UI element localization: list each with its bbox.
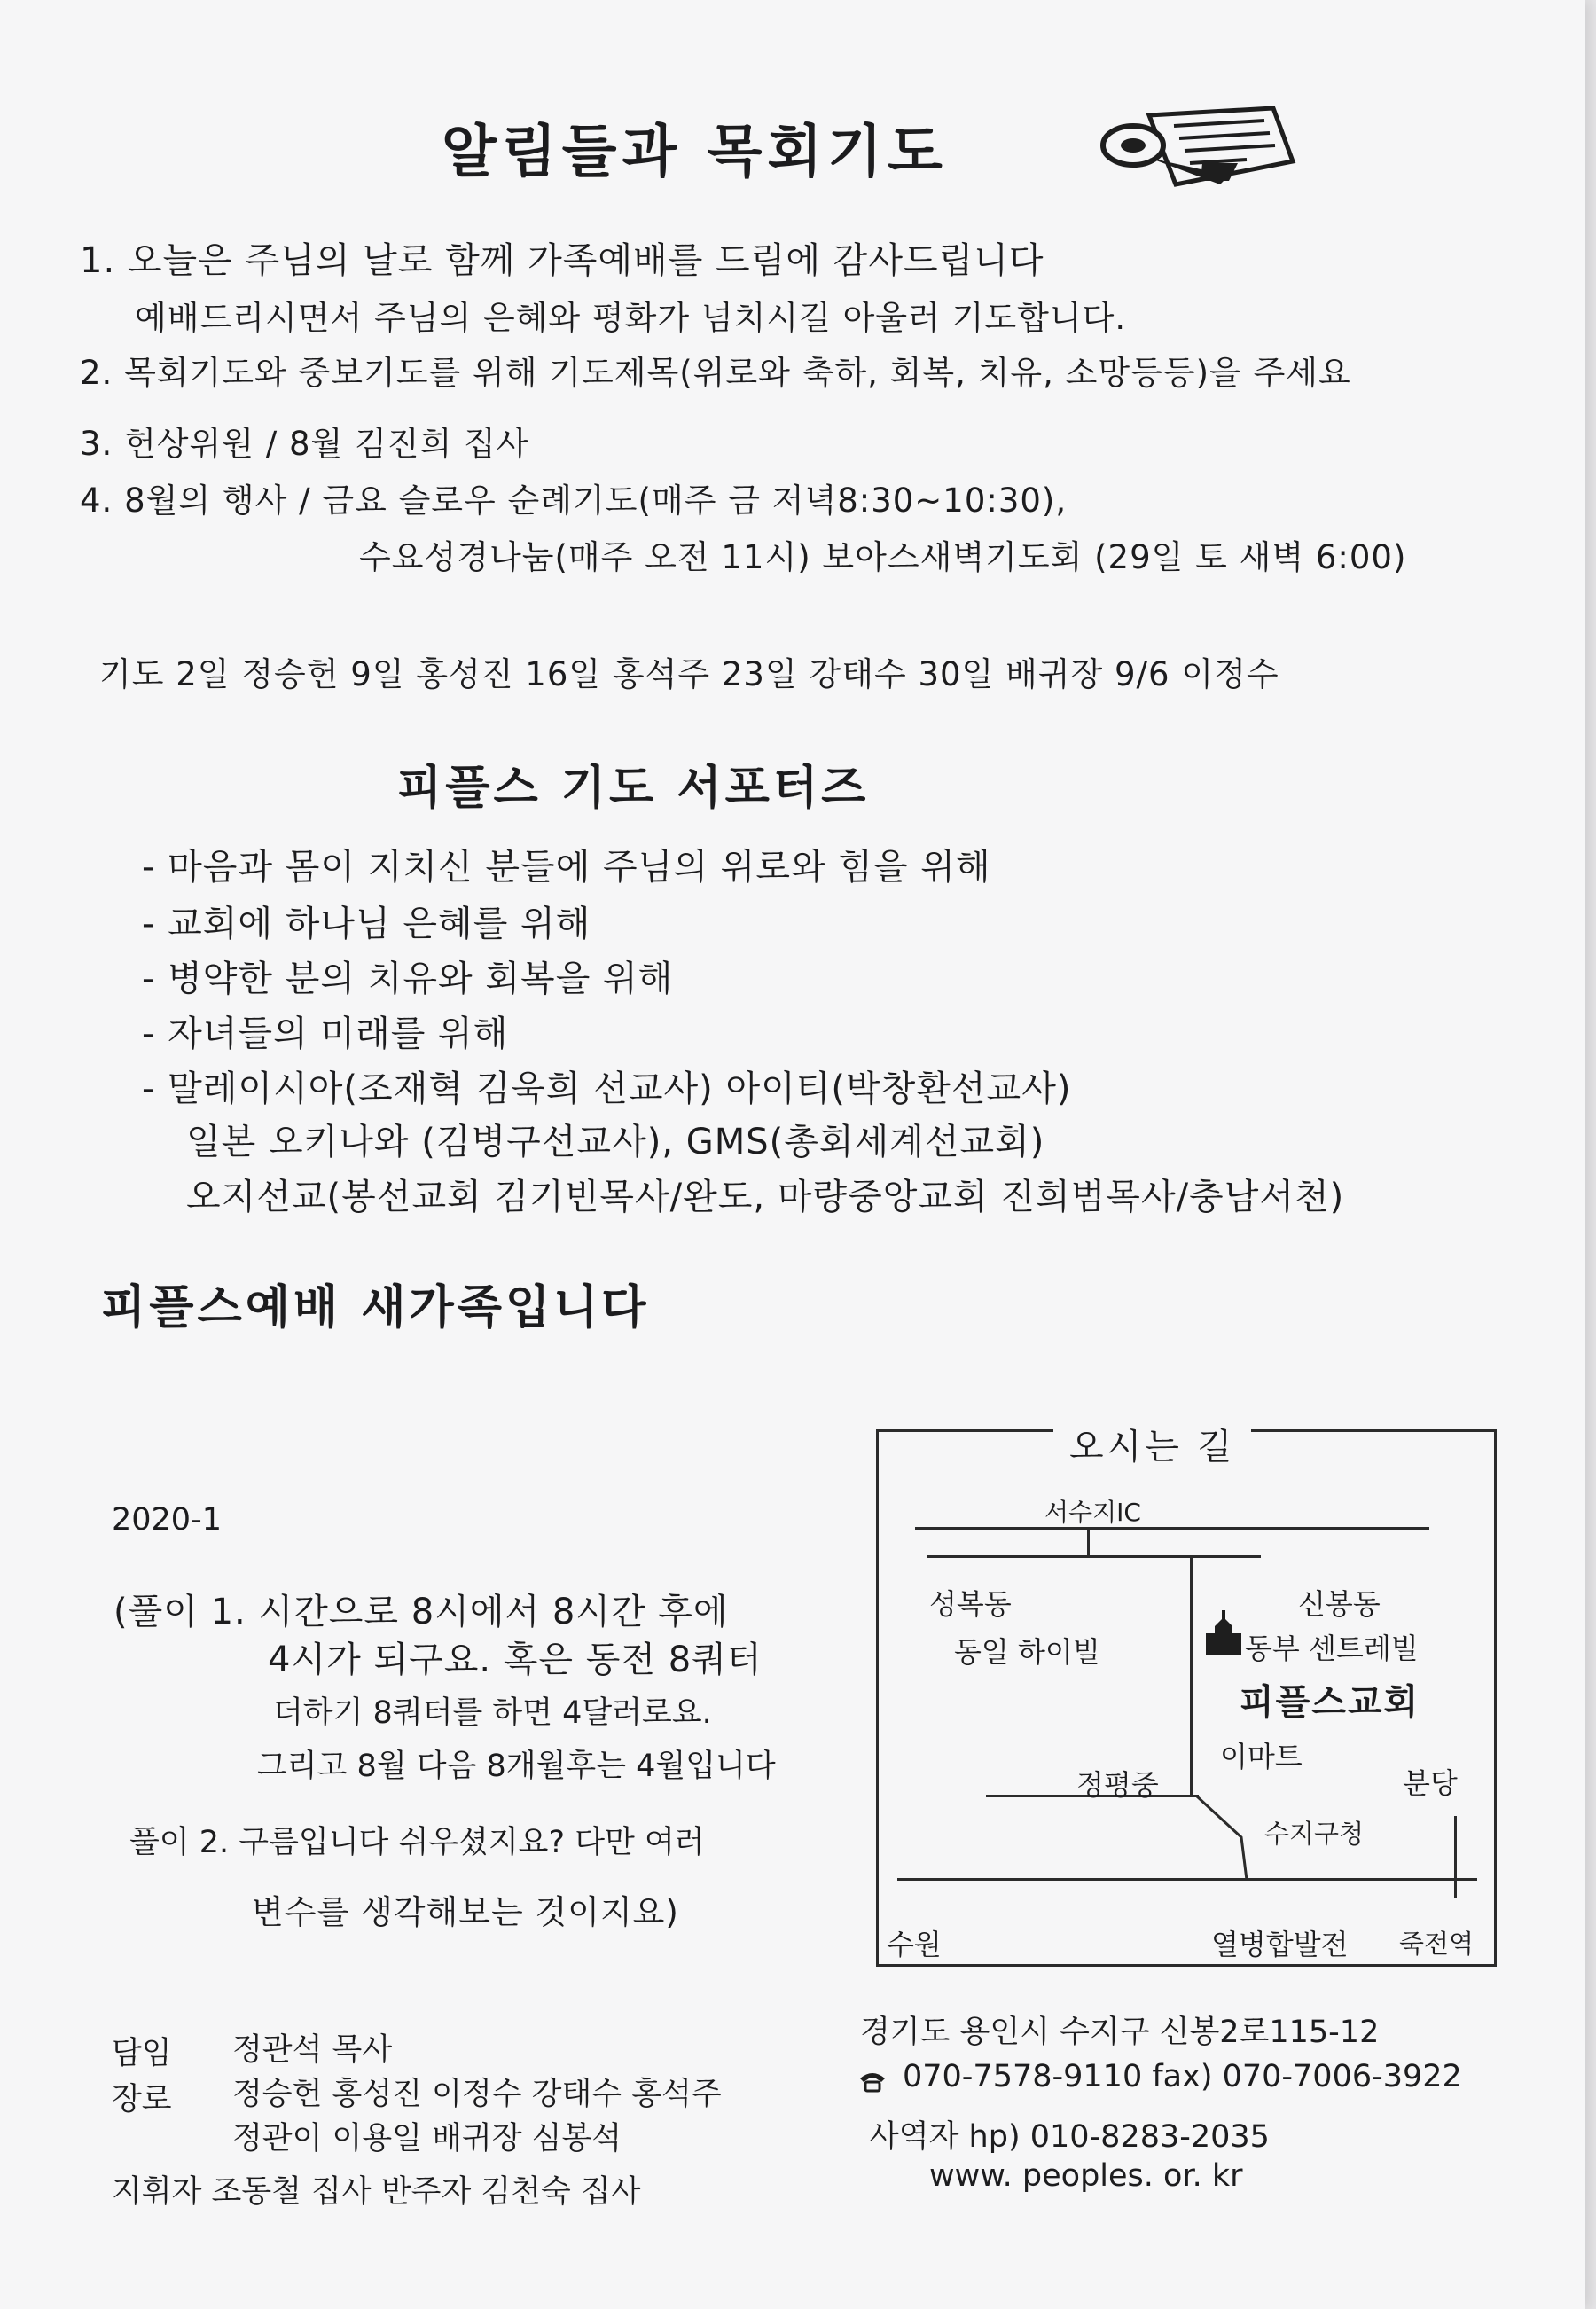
map-road — [927, 1555, 1261, 1558]
page-title: 알림들과 목회기도 — [442, 120, 948, 185]
supporter-item-cont: 오지선교(봉선교회 김기빈목사/완도, 마량중앙교회 진희범목사/충남서천) — [186, 1177, 1345, 1217]
map-label-seongbok: 성복동 — [929, 1587, 1012, 1621]
elders-role: 장로 — [112, 2082, 172, 2117]
elders-list: 정승헌 홍성진 이정수 강태수 홍석주 — [232, 2077, 722, 2112]
quiz-line: 풀이 2. 구름입니다 쉬우셨지요? 다만 여러 — [129, 1825, 705, 1860]
quiz-line: 변수를 생각해보는 것이지요) — [252, 1893, 679, 1931]
supporters-title: 피플스 기도 서포터즈 — [397, 762, 870, 815]
map-label-church: 피플스교회 — [1240, 1682, 1420, 1723]
quiz-line: 더하기 8쿼터를 하면 4달러로요. — [273, 1695, 712, 1731]
elders-list-cont: 정관이 이용일 배귀장 심봉석 — [232, 2121, 622, 2156]
pastor-name: 정관석 목사 — [232, 2032, 393, 2068]
supporter-item: - 교회에 하나님 은혜를 위해 — [142, 904, 591, 944]
map-label-ic: 서수지IC — [1044, 1498, 1141, 1527]
new-family-title: 피플스예배 새가족입니다 — [101, 1281, 650, 1335]
announcement-3: 3. 헌상위원 / 8월 김진희 집사 — [80, 425, 529, 463]
church-address: 경기도 용인시 수지구 신봉2로115-12 — [860, 2015, 1380, 2050]
map-title: 오시는 길 — [1053, 1419, 1251, 1469]
map-label-bundang: 분당 — [1403, 1766, 1458, 1800]
map-road-diagonal — [1188, 1791, 1259, 1883]
quiz-line: 그리고 8월 다음 8개월후는 4월입니다 — [257, 1749, 776, 1784]
document-pen-icon — [1096, 99, 1300, 197]
map-label-sujigu: 수지구청 — [1264, 1819, 1365, 1849]
announcement-4-cont: 수요성경나눔(매주 오전 11시) 보아스새벽기도회 (29일 토 새벽 6:00) — [359, 538, 1407, 576]
supporter-item: - 병약한 분의 치유와 회복을 위해 — [142, 959, 674, 999]
church-phone: 070-7578-9110 fax) 070-7006-3922 — [903, 2059, 1462, 2094]
announcement-2: 2. 목회기도와 중보기도를 위해 기도제목(위로와 축하, 회복, 치유, 소망등등)을 주세요 — [80, 354, 1351, 392]
map-road — [1087, 1527, 1090, 1557]
announcement-4: 4. 8월의 행사 / 금요 슬로우 순례기도(매주 금 저녁8:30~10:30), — [80, 481, 1068, 520]
church-icon — [1206, 1610, 1241, 1655]
music-staff: 지휘자 조동철 집사 반주자 김천숙 집사 — [112, 2174, 641, 2210]
map-label-sinbong: 신봉동 — [1298, 1587, 1381, 1621]
supporter-item: - 말레이시아(조재혁 김욱희 선교사) 아이티(박창환선교사) — [142, 1068, 1072, 1109]
quiz-line: 4시가 되구요. 혹은 동전 8쿼터 — [268, 1640, 763, 1680]
announcement-1-cont: 예배드리시면서 주님의 은혜와 평화가 넘치시길 아울러 기도합니다. — [135, 299, 1127, 337]
pastor-role: 담임 — [112, 2036, 172, 2071]
minister-phone: 사역자 hp) 010-8283-2035 — [869, 2119, 1270, 2155]
church-website[interactable]: www. peoples. or. kr — [929, 2158, 1243, 2194]
map-label-yeolbyeong: 열병합발전 — [1211, 1928, 1349, 1961]
announcement-1: 1. 오늘은 주님의 날로 함께 가족예배를 드림에 감사드립니다 — [80, 240, 1044, 281]
map-label-emart: 이마트 — [1220, 1740, 1303, 1773]
map-road — [897, 1878, 1477, 1881]
map-label-dongbu: 동부 센트레빌 — [1245, 1632, 1419, 1665]
map-label-jeongpyeong: 정평중 — [1076, 1768, 1159, 1802]
prayer-schedule: 기도 2일 정승헌 9일 홍성진 16일 홍석주 23일 강태수 30일 배귀장 9/6 이정수 — [99, 655, 1279, 693]
map-road — [915, 1527, 1429, 1530]
supporter-item-cont: 일본 오키나와 (김병구선교사), GMS(총회세계선교회) — [186, 1122, 1045, 1162]
telephone-icon — [857, 2070, 888, 2093]
map-label-suwon: 수원 — [887, 1928, 942, 1961]
map-road — [1454, 1816, 1457, 1898]
quiz-label: 2020-1 — [112, 1502, 222, 1538]
map-label-jukjeon: 죽전역 — [1399, 1929, 1475, 1959]
supporter-item: - 마음과 몸이 지치신 분들에 주님의 위로와 힘을 위해 — [142, 847, 991, 888]
quiz-line: (풀이 1. 시간으로 8시에서 8시간 후에 — [113, 1592, 729, 1632]
map-label-dongil: 동일 하이빌 — [954, 1635, 1100, 1669]
supporter-item: - 자녀들의 미래를 위해 — [142, 1014, 509, 1054]
map-road — [1190, 1555, 1193, 1796]
